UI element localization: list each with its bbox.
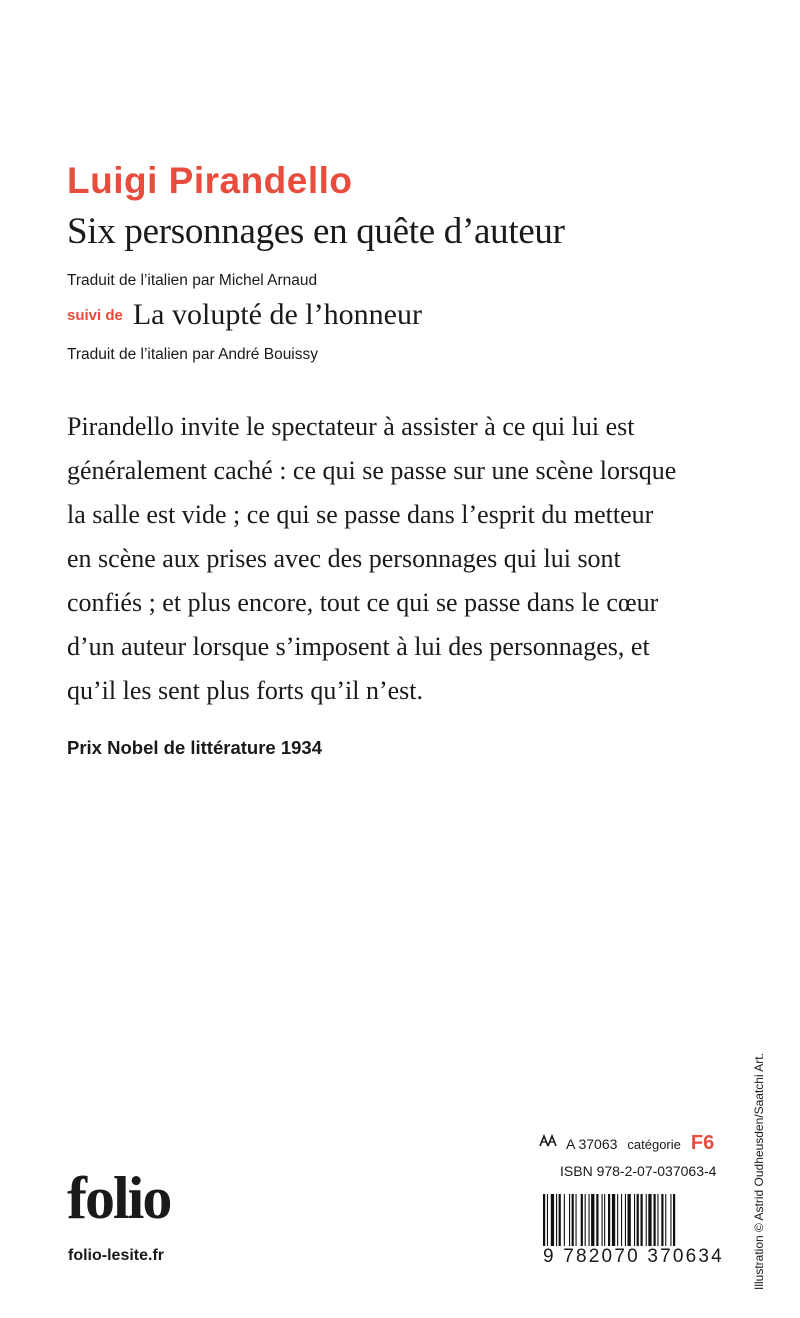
blurb-line: d’un auteur lorsque s’imposent à lui des personnages, et [67,632,650,661]
category-label: catégorie [627,1137,681,1152]
barcode-bar [654,1194,656,1248]
barcode-bar [634,1194,635,1248]
second-work-line [67,298,422,332]
reference-number: A 37063 [566,1136,618,1152]
barcode-bar [628,1194,631,1248]
barcode-bar [665,1194,666,1248]
followed-by-label: suivi de [67,307,123,324]
author-name: Luigi Pirandello [67,160,353,201]
barcode-bar [617,1194,618,1248]
barcode-bar [646,1194,647,1248]
barcode-bar [625,1194,626,1248]
second-work-title: La volupté de l’honneur [132,298,422,331]
blurb-line: qu’il les sent plus forts qu’il n’est. [67,676,424,705]
illustration-credit: Illustration © Astrid Oudheusden/Saatchi Art. [752,1053,766,1290]
barcode-bar [641,1194,643,1248]
barcode-bar [564,1194,565,1248]
barcode-bar [589,1194,590,1248]
barcode-bar [581,1194,583,1248]
barcode-bar [670,1194,671,1248]
blurb-line: Pirandello invite le spectateur à assister à ce qui lui est [67,412,635,441]
barcode-bar [604,1194,605,1248]
blurb-line: la salle est vide ; ce qui se passe dans l’esprit du metteur [67,500,654,529]
barcode-bar [673,1194,675,1248]
barcode-bar [543,1194,545,1248]
barcode-digits: 9 782070 370634 [543,1246,724,1267]
barcode-bar [657,1194,658,1248]
barcode-bar [572,1194,574,1248]
barcode-bar [621,1194,622,1248]
blurb [67,405,737,713]
publisher-site-link[interactable]: folio-lesite.fr [68,1247,165,1264]
barcode-bar [576,1194,577,1248]
barcode-bar [608,1194,610,1248]
barcode-bar [547,1194,548,1248]
book-title: Six personnages en quête d’auteur [67,211,565,252]
barcode-bar [591,1194,594,1248]
isbn: ISBN 978-2-07-037063-4 [560,1163,717,1179]
translator-credit: Traduit de l’italien par Michel Arnaud [67,272,318,289]
translator-credit-2: Traduit de l’italien par André Bouissy [67,346,319,363]
publisher-logo: folio [67,1165,171,1231]
barcode-bar [612,1194,615,1248]
barcode-bar [551,1194,554,1248]
barcode-bar [637,1194,639,1248]
publisher-mark-icon [538,1133,558,1149]
catalog-info [538,1132,714,1155]
barcode-bar [556,1194,557,1248]
barcode-bar [648,1194,651,1248]
barcode-bar [585,1194,586,1248]
barcode-bar [559,1194,561,1248]
barcode-bar [602,1194,603,1248]
barcode-bar [569,1194,570,1248]
award-line: Prix Nobel de littérature 1934 [67,737,322,758]
blurb-line: confiés ; et plus encore, tout ce qui se passe dans le cœur [67,588,659,617]
category-code: F6 [690,1132,715,1154]
blurb-line: en scène aux prises avec des personnages qui lui sont [67,544,621,573]
blurb-line: généralement caché : ce qui se passe sur une scène lorsque [67,456,677,485]
barcode-bar [596,1194,598,1248]
barcode-bar [661,1194,663,1248]
